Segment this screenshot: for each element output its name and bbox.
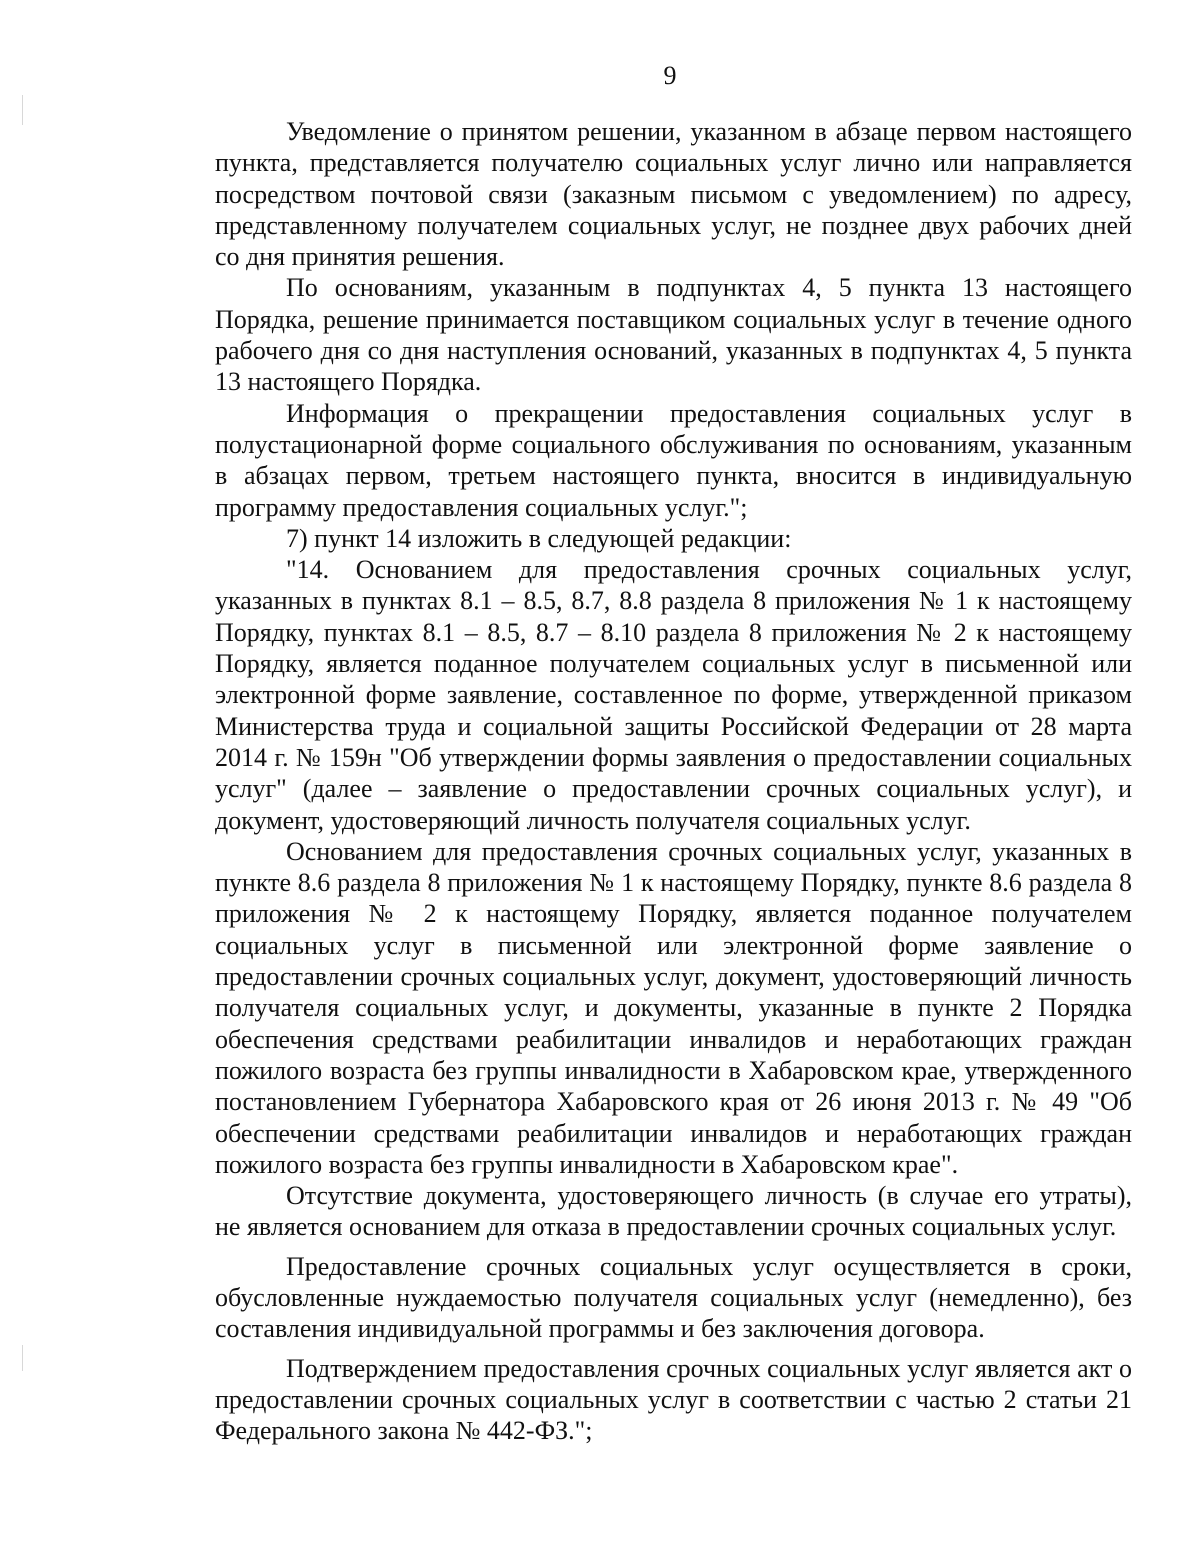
page-number: 9 [663, 61, 677, 90]
paragraph: "14. Основанием для предоставления срочных социальных услуг, указанных в пунктах 8.1 – 8.5, 8.7, 8.8 раздела 8 приложения № 1 к настоящему Порядку, пунктах 8.1 – 8.5, 8.7 – 8.10 раздела 8 приложения № 2 к настоящему Порядку, является поданное получателем социальных услуг в письменной или электронной форме заявление, составленное по форме, утвержденной приказом Министерства труда и социальной защиты Российской Федерации от 28 марта 2014 г. № 159н "Об утверждении формы заявления о предоставлении социальных услуг" (далее – заявление о предоставлении срочных социальных услуг), и документ, удостоверяющий личность получателя социальных услуг. [215, 555, 1132, 835]
paragraph: Подтверждением предоставления срочных социальных услуг является акт о предоставлении срочных социальных услуг в соответствии с частью 2 статьи 21 Федерального закона № 442-ФЗ."; [215, 1353, 1132, 1446]
scan-edge-mark [22, 1345, 23, 1371]
paragraph: Уведомление о принятом решении, указанном в абзаце первом настоящего пункта, представляется получателю социальных услуг лично или направляется посредством почтовой связи (заказным письмом с уведомлением) по адресу, представленному получателем социальных услуг, не позднее двух рабочих дней со дня принятия решения. [215, 117, 1132, 272]
paragraph: Информация о прекращении предоставления социальных услуг в полустационарной форме социального обслуживания по основаниям, указанным в абзацах первом, третьем настоящего пункта, вносится в индивидуальную программу предоставления социальных услуг."; [215, 398, 1132, 522]
scan-edge-mark [22, 95, 23, 125]
paragraph: 7) пункт 14 изложить в следующей редакции: [286, 523, 792, 553]
paragraph: Отсутствие документа, удостоверяющего личность (в случае его утраты), не является основанием для отказа в предоставлении срочных социальных услуг. [215, 1181, 1132, 1242]
document-body [215, 116, 1132, 1446]
paragraph: Предоставление срочных социальных услуг осуществляется в сроки, обусловленные нуждаемостью получателя социальных услуг (немедленно), без составления индивидуальной программы и без заключения договора. [215, 1251, 1132, 1344]
paragraph: Основанием для предоставления срочных социальных услуг, указанных в пункте 8.6 раздела 8 приложения № 1 к настоящему Порядку, пункте 8.6 раздела 8 приложения № 2 к настоящему Порядку, является поданное получателем социальных услуг в письменной или электронной форме заявление о предоставлении срочных социальных услуг, документ, удостоверяющий личность получателя социальных услуг, и документы, указанные в пункте 2 Порядка обеспечения средствами реабилитации инвалидов и неработающих граждан пожилого возраста без группы инвалидности в Хабаровском крае, утвержденного постановлением Губернатора Хабаровского края от 26 июня 2013 г. № 49 "Об обеспечении средствами реабилитации инвалидов и неработающих граждан пожилого возраста без группы инвалидности в Хабаровском крае". [215, 836, 1132, 1179]
paragraph: По основаниям, указанным в подпунктах 4, 5 пункта 13 настоящего Порядка, решение принимается поставщиком социальных услуг в течение одного рабочего дня со дня наступления оснований, указанных в подпунктах 4, 5 пункта 13 настоящего Порядка. [215, 273, 1132, 397]
